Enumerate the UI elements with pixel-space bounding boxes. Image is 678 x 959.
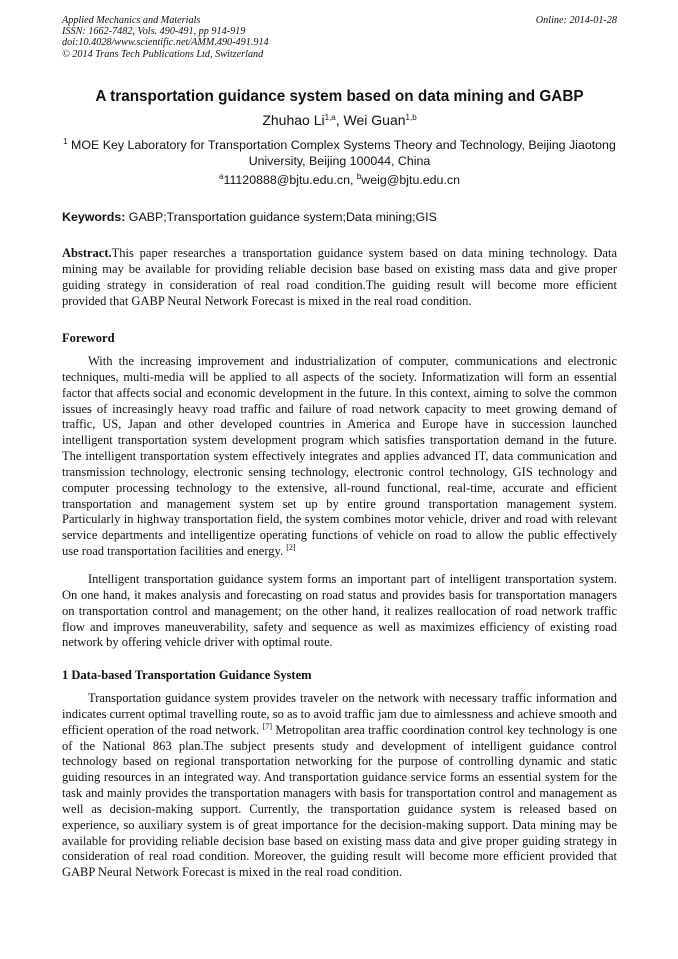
paragraph-text: With the increasing improvement and industrialization of computer, communications and electronic techniques, multi-media will be applied to all aspects of the society. Informatization will form an essential factor that affects social and economic development in the future. In this context, aiming to solve the common issues of increasingly heavy road traffic and failure of road network capacity to meet growing demand of traffic, US, Japan and other developed countries in America and Europe have in succession launched intelligent transportation system development program which satisfies transportation demand in the future. The intelligent transportation system effectively integrates and applies advanced IT, data communication and transmission technology, electronic sensing technology, electronic control technology, GIS technology and computer processing technology to the extensive, all-round functional, real-time, accurate and efficient transportation and management system set up by entire ground transportation management system. Particularly in highway transportation field, the system combines motor vehicle, driver and road with relevant service departments and intelligentize operating functions of vehicle on road to allow the public effectively use road transportation facilities and energy. [62, 354, 617, 559]
citation-ref: [2] [286, 543, 296, 553]
body-paragraph [62, 691, 617, 881]
author-superscript: 1,a [324, 113, 336, 122]
section-heading-1: 1 Data-based Transportation Guidance System [62, 668, 312, 682]
author-line [62, 112, 617, 128]
author-name: Zhuhao Li [262, 112, 325, 128]
keywords-text: GABP;Transportation guidance system;Data mining;GIS [125, 210, 437, 224]
keywords [62, 210, 617, 224]
online-date: Online: 2014-01-28 [535, 15, 617, 26]
affiliation [62, 137, 617, 169]
keywords-label: Keywords: [62, 210, 126, 224]
paragraph-text: Transportation guidance system provides traveler on the network with necessary traffic information and indicates current optimal travelling route, so as to avoid traffic jam due to aimlessness and achieve smooth and efficient operation of the road network. [62, 691, 617, 737]
email-superscript: a [219, 172, 224, 181]
email-address: weig@bjtu.edu.cn [361, 173, 460, 187]
section-heading-foreword: Foreword [62, 331, 115, 345]
author-emails [62, 173, 617, 187]
paper-title: A transportation guidance system based on data mining and GABP [95, 88, 584, 105]
affiliation-text: MOE Key Laboratory for Transportation Complex Systems Theory and Technology, Beijing Jiaotong University, Beijing 100044, China [67, 138, 616, 168]
abstract-text: This paper researches a transportation guidance system based on data mining technology. Data mining may be available for providing reliable decision base based on existing mass data and give proper guiding strategy in consideration of real road condition.The guiding result will become more efficient provided that GABP Neural Network Forecast is mixed in the real road condition. [62, 246, 617, 308]
email-address: 11120888@bjtu.edu.cn, [223, 173, 357, 187]
issn-line: ISSN: 1662-7482, Vols. 490-491, pp 914-919 [62, 26, 246, 38]
doi-line: doi:10.4028/www.scientific.net/AMM.490-491.914 [62, 37, 269, 49]
abstract [62, 246, 617, 309]
copyright-line: © 2014 Trans Tech Publications Ltd, Switzerland [62, 48, 264, 60]
body-paragraph: Intelligent transportation guidance system forms an important part of intelligent transportation system. On one hand, it makes analysis and forecasting on road status and provides basis for transportation managers on transportation control and management; on the other hand, it realizes reallocation of road network traffic flow and improves maneuverability, safety and sequence as well as maximizes efficiency of existing road network by offering vehicle driver with optimal route. [62, 572, 617, 650]
author-superscript: 1,b [405, 113, 417, 122]
body-paragraph [62, 354, 617, 560]
citation-ref: [7] [262, 721, 272, 731]
author-name: Wei Guan [343, 112, 406, 128]
abstract-label: Abstract. [62, 246, 112, 260]
author-separator: , [335, 112, 344, 128]
journal-name: Applied Mechanics and Materials [62, 15, 201, 26]
affiliation-superscript: 1 [63, 137, 68, 146]
paragraph-text: Metropolitan area traffic coordination control key technology is one of the National 863 plan.The subject presents study and development of intelligent guidance control technology based on regional transportation networking for the purpose of controlling dynamic and static guiding resources in an integrated way. And transportation guidance service forms an essential system for the task and mainly provides the transportation managers with basis for transportation control and management as well as decision-making support. Currently, the transportation guidance system is released based on experience, so auxiliary system is of great importance for the decision-making support. Data mining may be available for providing reliable decision base based on existing mass data and give proper guiding strategy in consideration of real road condition. Moreover, the guiding result will become more efficient provided that GABP Neural Network Forecast is mixed in the real road condition. [62, 722, 617, 880]
journal-header [62, 15, 617, 60]
email-superscript: b [356, 172, 362, 181]
